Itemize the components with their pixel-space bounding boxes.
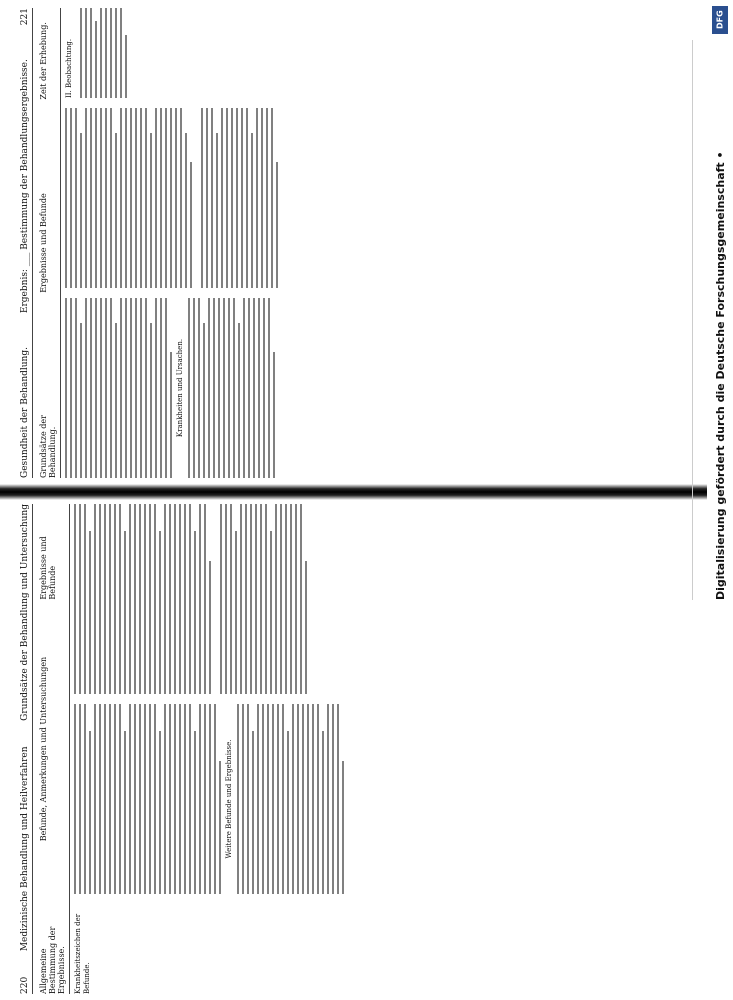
text-line bbox=[124, 731, 126, 894]
bottom-col-head-1: Allgemeine Bestimmung der Ergebnisse. bbox=[39, 926, 66, 994]
illegible-text-block bbox=[188, 298, 275, 478]
text-line bbox=[250, 504, 252, 694]
text-line bbox=[145, 108, 147, 288]
top-text-column-3 bbox=[65, 8, 281, 98]
text-line bbox=[267, 704, 269, 894]
text-line bbox=[203, 323, 205, 478]
text-line bbox=[114, 704, 116, 894]
text-line bbox=[135, 298, 137, 478]
illegible-text-block bbox=[201, 108, 278, 288]
text-line bbox=[285, 504, 287, 694]
text-line bbox=[214, 704, 216, 894]
text-line bbox=[300, 504, 302, 694]
text-line bbox=[174, 504, 176, 694]
text-line bbox=[287, 731, 289, 894]
top-text-column-2 bbox=[65, 108, 281, 288]
text-line bbox=[134, 704, 136, 894]
text-line bbox=[90, 108, 92, 288]
text-line bbox=[100, 8, 102, 98]
text-line bbox=[85, 298, 87, 478]
text-line bbox=[290, 504, 292, 694]
text-line bbox=[130, 108, 132, 288]
text-line bbox=[164, 704, 166, 894]
text-line bbox=[257, 704, 259, 894]
text-line bbox=[295, 504, 297, 694]
text-line bbox=[184, 704, 186, 894]
top-col-head-1: Grundsätze der Behandlung. bbox=[39, 415, 57, 478]
text-line bbox=[144, 504, 146, 694]
text-line bbox=[216, 133, 218, 288]
text-line bbox=[110, 8, 112, 98]
text-line bbox=[159, 731, 161, 894]
text-line bbox=[231, 108, 233, 288]
text-line bbox=[255, 504, 257, 694]
text-line bbox=[125, 35, 127, 98]
text-line bbox=[155, 298, 157, 478]
text-line bbox=[247, 704, 249, 894]
text-line bbox=[277, 704, 279, 894]
text-line bbox=[84, 704, 86, 894]
top-section-title: Krankheiten und Ursachen. bbox=[176, 338, 184, 438]
text-line bbox=[263, 298, 265, 478]
text-line bbox=[89, 531, 91, 694]
text-line bbox=[225, 504, 227, 694]
text-line bbox=[139, 504, 141, 694]
text-line bbox=[139, 704, 141, 894]
text-line bbox=[194, 731, 196, 894]
top-header-left: Gesundheit der Behandlung. bbox=[20, 347, 30, 478]
text-line bbox=[266, 108, 268, 288]
text-line bbox=[154, 504, 156, 694]
text-line bbox=[114, 504, 116, 694]
top-running-head bbox=[20, 8, 33, 478]
bottom-page-rotated bbox=[20, 504, 690, 994]
text-line bbox=[154, 704, 156, 894]
margin-rule bbox=[692, 40, 693, 600]
text-line bbox=[265, 504, 267, 694]
text-line bbox=[184, 504, 186, 694]
bottom-running-head bbox=[20, 504, 33, 994]
text-line bbox=[129, 504, 131, 694]
text-line bbox=[270, 531, 272, 694]
text-line bbox=[74, 504, 76, 694]
text-line bbox=[165, 108, 167, 288]
text-line bbox=[74, 704, 76, 894]
text-line bbox=[89, 731, 91, 894]
text-line bbox=[84, 504, 86, 694]
text-line bbox=[94, 504, 96, 694]
text-line bbox=[272, 704, 274, 894]
text-line bbox=[75, 108, 77, 288]
text-line bbox=[327, 704, 329, 894]
text-line bbox=[99, 504, 101, 694]
text-line bbox=[79, 504, 81, 694]
text-line bbox=[201, 108, 203, 288]
text-line bbox=[175, 108, 177, 288]
text-line bbox=[282, 704, 284, 894]
illegible-text-block bbox=[237, 704, 344, 894]
text-line bbox=[70, 108, 72, 288]
text-line bbox=[140, 108, 142, 288]
text-line bbox=[165, 298, 167, 478]
binding-fold bbox=[0, 484, 733, 500]
top-right-note: II. Beobachtung. bbox=[65, 38, 73, 98]
text-line bbox=[297, 704, 299, 894]
dfg-credit-text: Digitalisierung gefördert durch die Deutsche Forschungsgemeinschaft • bbox=[714, 151, 727, 600]
text-line bbox=[105, 108, 107, 288]
text-line bbox=[119, 704, 121, 894]
text-line bbox=[179, 704, 181, 894]
text-line bbox=[85, 108, 87, 288]
top-col-head-2: Ergebnisse und Befunde bbox=[39, 193, 48, 293]
text-line bbox=[135, 108, 137, 288]
text-line bbox=[226, 108, 228, 288]
bottom-left-label: Krankheitszeichen der Befunde. bbox=[74, 913, 91, 994]
top-page-rotated bbox=[20, 8, 690, 478]
top-column-heads bbox=[37, 8, 61, 478]
text-line bbox=[125, 298, 127, 478]
text-line bbox=[305, 561, 307, 694]
dfg-sidebar bbox=[707, 0, 733, 1000]
text-line bbox=[65, 298, 67, 478]
text-line bbox=[241, 108, 243, 288]
bottom-page-number: 220 bbox=[20, 976, 30, 994]
text-line bbox=[199, 704, 201, 894]
text-line bbox=[124, 531, 126, 694]
text-line bbox=[238, 323, 240, 478]
text-line bbox=[342, 761, 344, 894]
illegible-text-block bbox=[74, 504, 211, 694]
text-line bbox=[104, 704, 106, 894]
text-line bbox=[273, 352, 275, 478]
text-line bbox=[199, 504, 201, 694]
text-line bbox=[204, 504, 206, 694]
text-line bbox=[204, 704, 206, 894]
text-line bbox=[248, 298, 250, 478]
text-line bbox=[129, 704, 131, 894]
text-line bbox=[246, 108, 248, 288]
text-line bbox=[109, 504, 111, 694]
bottom-header-left: Medizinische Behandlung und Heilverfahren bbox=[20, 746, 30, 952]
text-line bbox=[110, 298, 112, 478]
text-line bbox=[221, 108, 223, 288]
text-line bbox=[193, 298, 195, 478]
text-line bbox=[233, 298, 235, 478]
text-line bbox=[150, 323, 152, 478]
top-page bbox=[0, 0, 700, 484]
bottom-section-title: Weitere Befunde und Ergebnisse. bbox=[225, 739, 233, 859]
text-line bbox=[169, 704, 171, 894]
text-line bbox=[65, 108, 67, 288]
text-line bbox=[75, 298, 77, 478]
text-line bbox=[223, 298, 225, 478]
text-line bbox=[252, 731, 254, 894]
text-line bbox=[169, 504, 171, 694]
text-line bbox=[94, 704, 96, 894]
top-col-head-3: Zeit der Erhebung. bbox=[39, 22, 48, 100]
text-line bbox=[150, 133, 152, 288]
text-line bbox=[240, 504, 242, 694]
text-line bbox=[211, 108, 213, 288]
text-line bbox=[312, 704, 314, 894]
dfg-logo: DFG bbox=[712, 6, 728, 34]
text-line bbox=[145, 298, 147, 478]
text-line bbox=[261, 108, 263, 288]
text-line bbox=[104, 504, 106, 694]
text-line bbox=[220, 504, 222, 694]
text-line bbox=[180, 108, 182, 288]
text-line bbox=[155, 108, 157, 288]
text-line bbox=[190, 162, 192, 288]
text-line bbox=[208, 298, 210, 478]
text-line bbox=[198, 298, 200, 478]
text-line bbox=[209, 561, 211, 694]
text-line bbox=[120, 8, 122, 98]
text-line bbox=[149, 504, 151, 694]
text-line bbox=[174, 704, 176, 894]
text-line bbox=[95, 108, 97, 288]
text-line bbox=[337, 704, 339, 894]
text-line bbox=[160, 298, 162, 478]
text-line bbox=[213, 298, 215, 478]
text-line bbox=[317, 704, 319, 894]
illegible-text-block bbox=[74, 704, 221, 894]
text-line bbox=[149, 704, 151, 894]
text-line bbox=[119, 504, 121, 694]
text-line bbox=[251, 133, 253, 288]
text-line bbox=[206, 108, 208, 288]
text-line bbox=[105, 8, 107, 98]
text-line bbox=[189, 704, 191, 894]
text-line bbox=[159, 531, 161, 694]
illegible-text-block bbox=[65, 298, 172, 478]
text-line bbox=[242, 704, 244, 894]
text-line bbox=[170, 352, 172, 478]
bottom-col-head-3: Ergebnisse und Befunde bbox=[39, 536, 57, 600]
text-line bbox=[99, 704, 101, 894]
text-line bbox=[120, 298, 122, 478]
text-line bbox=[258, 298, 260, 478]
text-line bbox=[130, 298, 132, 478]
illegible-text-block bbox=[80, 8, 127, 98]
text-line bbox=[120, 108, 122, 288]
text-line bbox=[275, 504, 277, 694]
text-line bbox=[80, 8, 82, 98]
bottom-page bbox=[0, 500, 700, 1000]
text-line bbox=[80, 323, 82, 478]
text-line bbox=[253, 298, 255, 478]
illegible-text-block bbox=[220, 504, 307, 694]
text-line bbox=[280, 504, 282, 694]
bottom-col-head-2: Befunde, Anmerkungen und Untersuchungen bbox=[39, 656, 48, 842]
text-line bbox=[185, 133, 187, 288]
text-line bbox=[189, 504, 191, 694]
text-line bbox=[243, 298, 245, 478]
text-line bbox=[228, 298, 230, 478]
text-line bbox=[218, 298, 220, 478]
text-line bbox=[188, 298, 190, 478]
text-line bbox=[70, 298, 72, 478]
text-line bbox=[302, 704, 304, 894]
bottom-text-column-1 bbox=[74, 704, 347, 894]
text-line bbox=[100, 298, 102, 478]
text-line bbox=[292, 704, 294, 894]
text-line bbox=[236, 108, 238, 288]
text-line bbox=[179, 504, 181, 694]
text-line bbox=[235, 531, 237, 694]
text-line bbox=[276, 162, 278, 288]
text-line bbox=[219, 761, 221, 894]
text-line bbox=[115, 323, 117, 478]
bottom-header-right: Grundsätze der Behandlung und Untersuchung bbox=[20, 504, 30, 721]
top-page-number: 221 bbox=[20, 8, 30, 26]
bottom-text-column-2 bbox=[74, 504, 347, 694]
text-line bbox=[230, 504, 232, 694]
text-line bbox=[125, 108, 127, 288]
text-line bbox=[134, 504, 136, 694]
text-line bbox=[237, 704, 239, 894]
text-line bbox=[256, 108, 258, 288]
text-line bbox=[90, 8, 92, 98]
text-line bbox=[262, 704, 264, 894]
top-text-column-1 bbox=[65, 298, 281, 478]
text-line bbox=[260, 504, 262, 694]
text-line bbox=[105, 298, 107, 478]
illegible-text-block bbox=[65, 108, 192, 288]
text-line bbox=[332, 704, 334, 894]
text-line bbox=[90, 298, 92, 478]
text-line bbox=[160, 108, 162, 288]
text-line bbox=[85, 8, 87, 98]
bottom-column-heads bbox=[37, 504, 70, 994]
text-line bbox=[95, 298, 97, 478]
text-line bbox=[80, 133, 82, 288]
top-header-right: Ergebnis: ___ Bestimmung der Behandlungsergebnisse. bbox=[20, 59, 30, 314]
text-line bbox=[79, 704, 81, 894]
text-line bbox=[170, 108, 172, 288]
text-line bbox=[194, 531, 196, 694]
text-line bbox=[245, 504, 247, 694]
text-line bbox=[322, 731, 324, 894]
text-line bbox=[115, 133, 117, 288]
text-line bbox=[209, 704, 211, 894]
text-line bbox=[100, 108, 102, 288]
text-line bbox=[95, 21, 97, 98]
text-line bbox=[110, 108, 112, 288]
text-line bbox=[115, 8, 117, 98]
text-line bbox=[109, 704, 111, 894]
text-line bbox=[164, 504, 166, 694]
text-line bbox=[307, 704, 309, 894]
text-line bbox=[271, 108, 273, 288]
text-line bbox=[268, 298, 270, 478]
text-line bbox=[144, 704, 146, 894]
text-line bbox=[140, 298, 142, 478]
bottom-left-label-column bbox=[74, 904, 347, 994]
